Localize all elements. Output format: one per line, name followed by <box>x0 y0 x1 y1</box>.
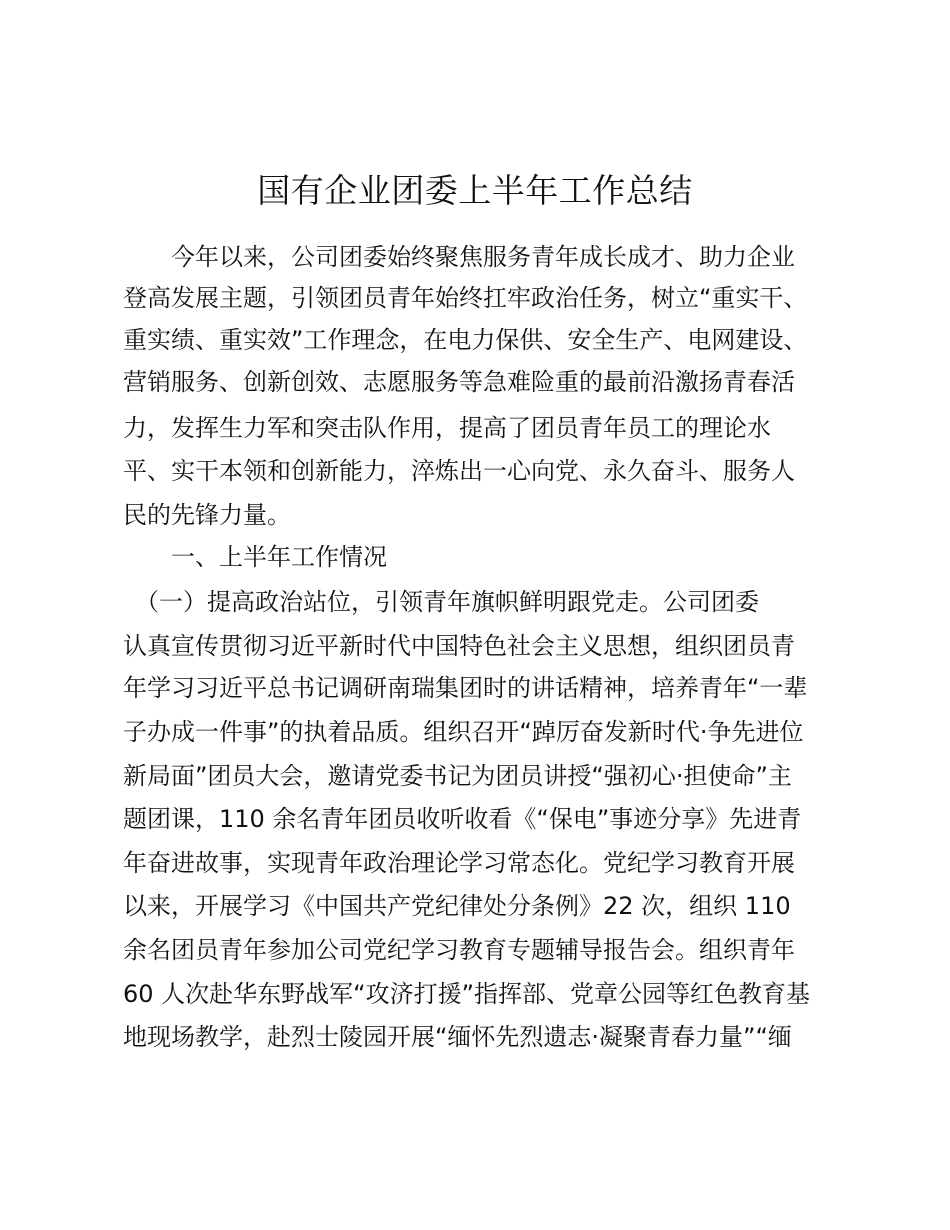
subsection-heading: （一）提高政治站位，引领青年旗帜鲜明跟党走。公司团委 <box>123 588 759 616</box>
body-line: 题团课，110 余名青年团员收听收看《“保电”事迹分享》先进青 <box>123 805 802 833</box>
body-line: 以来，开展学习《中国共产党纪律处分条例》22 次，组织 110 <box>123 892 791 920</box>
body-line: 年学习习近平总书记调研南瑞集团时的讲话精神，培养青年“一辈 <box>123 674 808 702</box>
body-line: 登高发展主题，引领团员青年始终扛牢政治任务，树立“重实干、 <box>123 284 808 312</box>
body-line: 60 人次赴华东野战军“攻济打援”指挥部、党章公园等红色教育基 <box>123 980 811 1008</box>
body-line: 重实绩、重实效”工作理念，在电力保供、安全生产、电网建设、 <box>123 326 808 354</box>
body-line: 新局面”团员大会，邀请党委书记为团员讲授“强初心·担使命”主 <box>123 762 792 790</box>
section-heading: 一、上半年工作情况 <box>123 543 387 571</box>
body-line: 子办成一件事”的执着品质。组织召开“踔厉奋发新时代·争先进位 <box>123 718 804 746</box>
body-line: 认真宣传贯彻习近平新时代中国特色社会主义思想，组织团员青 <box>123 632 795 660</box>
body-line: 地现场教学，赴烈士陵园开展“缅怀先烈遗志·凝聚青春力量”“缅 <box>123 1023 792 1051</box>
body-line: 年奋进故事，实现青年政治理论学习常态化。党纪学习教育开展 <box>123 849 795 877</box>
body-line: 力，发挥生力军和突击队作用，提高了团员青年员工的理论水 <box>123 414 771 442</box>
document-title: 国有企业团委上半年工作总结 <box>257 171 693 210</box>
body-line: 平、实干本领和创新能力，淬炼出一心向党、永久奋斗、服务人 <box>123 457 795 485</box>
body-line: 民的先锋力量。 <box>123 501 291 529</box>
body-line: 余名团员青年参加公司党纪学习教育专题辅导报告会。组织青年 <box>123 936 795 964</box>
body-line: 营销服务、创新创效、志愿服务等急难险重的最前沿激扬青春活 <box>123 368 795 396</box>
body-line: 今年以来，公司团委始终聚焦服务青年成长成才、助力企业 <box>123 243 795 271</box>
